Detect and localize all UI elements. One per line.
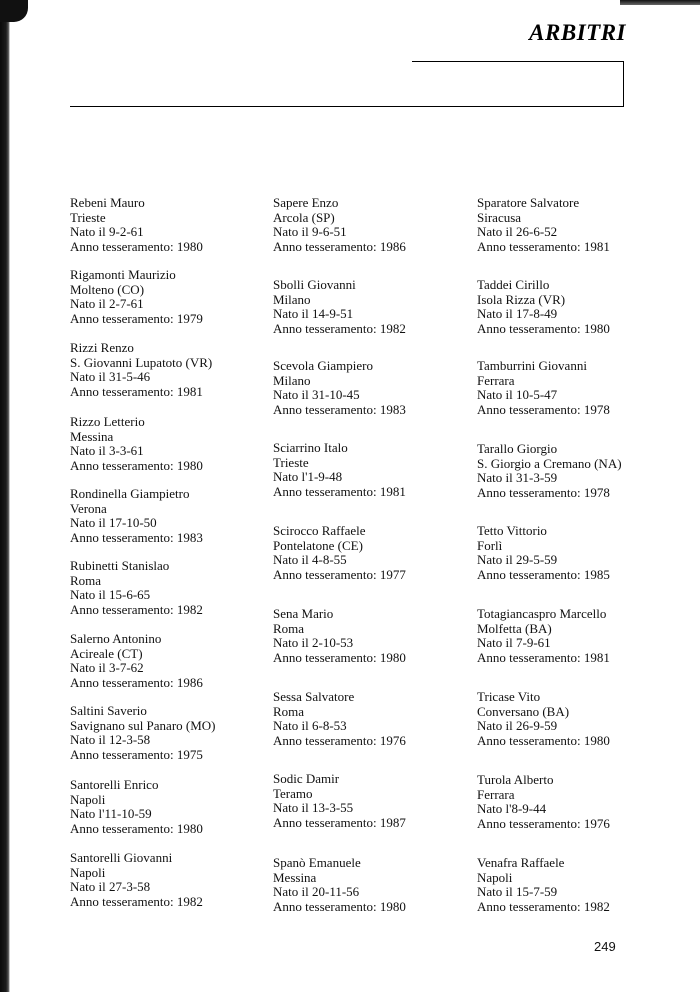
page-top-edge: [620, 0, 700, 5]
referee-entry: [273, 359, 483, 417]
referee-born: Nato il 26-6-52: [477, 224, 558, 240]
referee-entry: [273, 441, 483, 499]
referee-entry: [273, 856, 483, 914]
referee-year: Anno tesseramento: 1980: [273, 898, 406, 914]
referee-city: Acireale (CT): [70, 645, 143, 661]
referee-city: Roma: [273, 620, 305, 636]
referee-year: Anno tesseramento: 1976: [273, 732, 406, 748]
referee-born: Nato il 27-3-58: [70, 879, 151, 895]
referee-name: Taddei Cirillo: [477, 277, 550, 292]
referee-name: Turola Alberto: [477, 772, 554, 787]
referee-name: Scirocco Raffaele: [273, 523, 366, 538]
referee-born: Nato il 17-8-49: [477, 306, 558, 322]
referee-city: Ferrara: [477, 372, 515, 388]
referee-name: Sparatore Salvatore: [477, 195, 580, 210]
referee-city: Messina: [70, 428, 114, 444]
referee-year: Anno tesseramento: 1981: [477, 649, 610, 665]
referee-year: Anno tesseramento: 1982: [273, 320, 406, 336]
binding-edge: [0, 0, 10, 992]
referee-city: S. Giovanni Lupatoto (VR): [70, 354, 213, 370]
referee-year: Anno tesseramento: 1980: [273, 649, 406, 665]
referee-entry: [70, 632, 280, 690]
header-rule-short: [412, 61, 624, 62]
referee-entry: [70, 851, 280, 909]
referee-city: S. Giorgio a Cremano (NA): [477, 455, 622, 471]
referee-city: Molteno (CO): [70, 281, 145, 297]
referee-born: Nato l'8-9-44: [477, 801, 547, 817]
referee-born: Nato l'1-9-48: [273, 469, 343, 485]
referee-year: Anno tesseramento: 1980: [70, 820, 203, 836]
referee-year: Anno tesseramento: 1979: [70, 310, 203, 326]
referee-born: Nato il 29-5-59: [477, 552, 558, 568]
referee-entry: [273, 772, 483, 830]
referee-entry: [70, 196, 280, 254]
referee-city: Messina: [273, 869, 317, 885]
referee-entry: [70, 778, 280, 836]
referee-name: Rigamonti Maurizio: [70, 267, 176, 282]
referee-city: Trieste: [273, 454, 309, 470]
referee-born: Nato il 2-7-61: [70, 296, 144, 312]
referee-born: Nato il 6-8-53: [273, 718, 347, 734]
referee-year: Anno tesseramento: 1978: [477, 401, 610, 417]
referee-entry: [273, 607, 483, 665]
header-rule-long: [70, 106, 624, 107]
referee-name: Totagiancaspro Marcello: [477, 606, 607, 621]
referee-born: Nato il 31-3-59: [477, 470, 558, 486]
referee-entry: [477, 359, 687, 417]
section-title: ARBITRI: [529, 20, 626, 45]
referee-born: Nato il 20-11-56: [273, 884, 360, 900]
referee-born: Nato il 4-8-55: [273, 552, 347, 568]
referee-born: Nato l'11-10-59: [70, 806, 152, 822]
referee-born: Nato il 9-2-61: [70, 224, 144, 240]
referee-name: Santorelli Giovanni: [70, 850, 173, 865]
binding-corner: [0, 0, 28, 22]
referee-name: Tetto Vittorio: [477, 523, 547, 538]
referee-entry: [477, 856, 687, 914]
referee-name: Sessa Salvatore: [273, 689, 355, 704]
referee-year: Anno tesseramento: 1976: [477, 815, 610, 831]
referee-year: Anno tesseramento: 1978: [477, 484, 610, 500]
referee-entry: [273, 690, 483, 748]
referee-city: Conversano (BA): [477, 703, 570, 719]
referee-year: Anno tesseramento: 1981: [70, 383, 203, 399]
referee-name: Tamburrini Giovanni: [477, 358, 587, 373]
referee-born: Nato il 10-5-47: [477, 387, 558, 403]
referee-year: Anno tesseramento: 1981: [477, 238, 610, 254]
referee-entry: [70, 487, 280, 545]
referee-name: Santorelli Enrico: [70, 777, 159, 792]
referee-entry: [70, 341, 280, 399]
referee-year: Anno tesseramento: 1975: [70, 746, 203, 762]
referee-entry: [477, 278, 687, 336]
referee-born: Nato il 15-7-59: [477, 884, 558, 900]
referee-name: Venafra Raffaele: [477, 855, 565, 870]
header-rule-vertical: [623, 61, 624, 107]
referee-name: Sodic Damir: [273, 771, 340, 786]
referee-year: Anno tesseramento: 1980: [70, 238, 203, 254]
referee-entry: [477, 442, 687, 500]
referee-name: Tricase Vito: [477, 689, 541, 704]
referee-name: Rebeni Mauro: [70, 195, 145, 210]
referee-city: Verona: [70, 500, 107, 516]
referee-born: Nato il 15-6-65: [70, 587, 151, 603]
referee-year: Anno tesseramento: 1980: [477, 732, 610, 748]
referee-city: Teramo: [273, 785, 313, 801]
referee-born: Nato il 17-10-50: [70, 515, 157, 531]
page-number: 249: [594, 939, 616, 954]
referee-year: Anno tesseramento: 1983: [273, 401, 406, 417]
referee-born: Nato il 26-9-59: [477, 718, 558, 734]
referee-city: Savignano sul Panaro (MO): [70, 717, 216, 733]
referee-name: Rizzo Letterio: [70, 414, 145, 429]
referee-city: Napoli: [70, 791, 106, 807]
referee-name: Tarallo Giorgio: [477, 441, 558, 456]
referee-entry: [477, 607, 687, 665]
referee-year: Anno tesseramento: 1981: [273, 483, 406, 499]
referee-year: Anno tesseramento: 1980: [477, 320, 610, 336]
referee-year: Anno tesseramento: 1985: [477, 566, 610, 582]
referee-entry: [273, 278, 483, 336]
referee-year: Anno tesseramento: 1982: [477, 898, 610, 914]
referee-born: Nato il 7-9-61: [477, 635, 551, 651]
referee-year: Anno tesseramento: 1980: [70, 457, 203, 473]
referee-born: Nato il 31-5-46: [70, 369, 151, 385]
referee-name: Rizzi Renzo: [70, 340, 134, 355]
referee-name: Rubinetti Stanislao: [70, 558, 170, 573]
referee-year: Anno tesseramento: 1982: [70, 601, 203, 617]
referee-name: Sbolli Giovanni: [273, 277, 356, 292]
referee-year: Anno tesseramento: 1983: [70, 529, 203, 545]
referee-city: Milano: [273, 372, 311, 388]
referee-entry: [70, 415, 280, 473]
referee-entry: [273, 196, 483, 254]
referee-city: Milano: [273, 291, 311, 307]
referee-entry: [70, 704, 280, 762]
referee-born: Nato il 2-10-53: [273, 635, 354, 651]
referee-year: Anno tesseramento: 1986: [273, 238, 406, 254]
referee-born: Nato il 3-7-62: [70, 660, 144, 676]
referee-name: Sapere Enzo: [273, 195, 339, 210]
referee-city: Forlì: [477, 537, 503, 553]
referee-city: Napoli: [477, 869, 513, 885]
referee-name: Salerno Antonino: [70, 631, 162, 646]
referee-city: Arcola (SP): [273, 209, 335, 225]
referee-year: Anno tesseramento: 1987: [273, 814, 406, 830]
referee-city: Isola Rizza (VR): [477, 291, 566, 307]
referee-entry: [477, 196, 687, 254]
referee-entry: [477, 773, 687, 831]
referee-born: Nato il 3-3-61: [70, 443, 144, 459]
referee-name: Rondinella Giampietro: [70, 486, 190, 501]
referee-entry: [70, 268, 280, 326]
referee-name: Spanò Emanuele: [273, 855, 361, 870]
referee-year: Anno tesseramento: 1977: [273, 566, 406, 582]
referee-born: Nato il 13-3-55: [273, 800, 354, 816]
referee-year: Anno tesseramento: 1982: [70, 893, 203, 909]
referee-born: Nato il 14-9-51: [273, 306, 354, 322]
referee-born: Nato il 9-6-51: [273, 224, 347, 240]
referee-entry: [477, 690, 687, 748]
referee-city: Ferrara: [477, 786, 515, 802]
referee-name: Scevola Giampiero: [273, 358, 373, 373]
referee-year: Anno tesseramento: 1986: [70, 674, 203, 690]
referee-city: Trieste: [70, 209, 106, 225]
referee-entry: [70, 559, 280, 617]
referee-city: Molfetta (BA): [477, 620, 552, 636]
referee-born: Nato il 31-10-45: [273, 387, 360, 403]
referee-name: Sena Mario: [273, 606, 334, 621]
referee-entry: [273, 524, 483, 582]
referee-city: Pontelatone (CE): [273, 537, 363, 553]
referee-name: Sciarrino Italo: [273, 440, 348, 455]
referee-city: Napoli: [70, 864, 106, 880]
referee-city: Roma: [273, 703, 305, 719]
referee-born: Nato il 12-3-58: [70, 732, 151, 748]
referee-name: Saltini Saverio: [70, 703, 147, 718]
referee-city: Siracusa: [477, 209, 522, 225]
referee-entry: [477, 524, 687, 582]
referee-city: Roma: [70, 572, 102, 588]
